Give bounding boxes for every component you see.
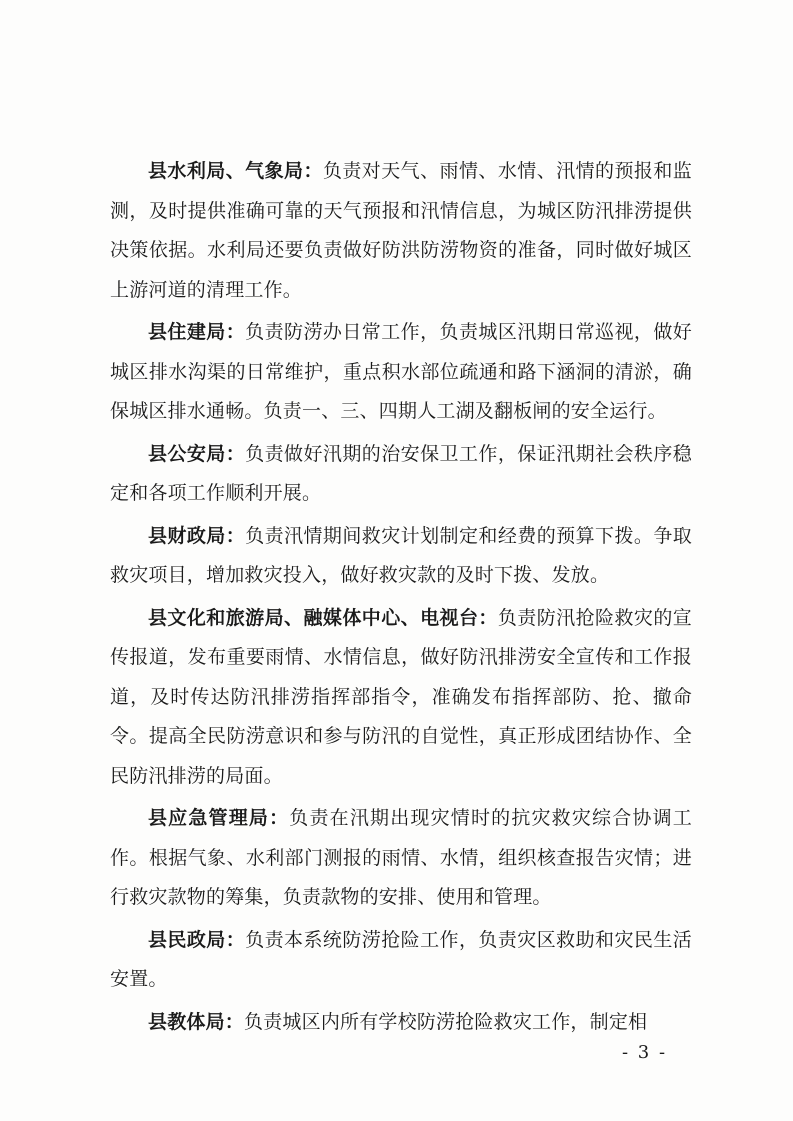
dept-heading: 县民政局： <box>148 928 246 951</box>
paragraph-culture-media <box>110 599 692 797</box>
paragraph-text: 负责汛情期间救灾计划制定和经费的预算下拨。争取救灾项目，增加救灾投入，做好救灾款的及时下拨、发放。 <box>110 524 692 586</box>
dept-heading: 县公安局： <box>148 442 246 465</box>
dept-heading: 县教体局： <box>148 1010 245 1033</box>
paragraph-text: 负责对天气、雨情、水情、汛情的预报和监测，及时提供准确可靠的天气预报和汛情信息，为城区防汛排涝提供决策依据。水利局还要负责做好防洪防涝物资的准备，同时做好城区上游河道的清理工作。 <box>110 160 692 301</box>
dept-heading: 县财政局： <box>148 524 246 547</box>
paragraph-text: 负责本系统防涝抢险工作，负责灾区救助和灾民生活安置。 <box>110 928 692 990</box>
paragraph-water-meteorology <box>110 152 692 310</box>
paragraph-emergency <box>110 799 692 918</box>
paragraph-text: 负责防汛抢险救灾的宣传报道，发布重要雨情、水情信息，做好防汛排涝安全宣传和工作报道，及时传达防汛排涝指挥部指令，准确发布指挥部防、抢、撤命令。提高全民防涝意识和参与防汛的自觉性，真正形成团结协作、全民防汛排涝的局面。 <box>110 606 692 787</box>
dept-heading: 县住建局： <box>148 321 246 343</box>
dept-heading: 县水利局、气象局： <box>148 160 323 182</box>
document-body <box>110 152 692 1045</box>
paragraph-text: 负责城区内所有学校防涝抢险救灾工作，制定相 <box>244 1010 648 1033</box>
paragraph-education-sports <box>110 1003 692 1043</box>
paragraph-public-security <box>110 435 692 514</box>
paragraph-text: 负责防涝办日常工作，负责城区汛期日常巡视，做好城区排水沟渠的日常维护，重点积水部位疏通和路下涵洞的清淤，确保城区排水通畅。负责一、三、四期人工湖及翻板闸的安全运行。 <box>110 321 692 422</box>
paragraph-civil-affairs <box>110 921 692 1000</box>
paragraph-text: 负责做好汛期的治安保卫工作，保证汛期社会秩序稳定和各项工作顺利开展。 <box>110 442 692 504</box>
paragraph-housing <box>110 313 692 432</box>
dept-heading: 县应急管理局： <box>148 807 290 829</box>
paragraph-text: 负责在汛期出现灾情时的抗灾救灾综合协调工作。根据气象、水利部门测报的雨情、水情，组织核查报告灾情；进行救灾款物的筹集，负责款物的安排、使用和管理。 <box>110 807 692 908</box>
dept-heading: 县文化和旅游局、融媒体中心、电视台： <box>148 606 498 629</box>
page-number: - 3 - <box>622 1042 668 1063</box>
paragraph-finance <box>110 517 692 596</box>
